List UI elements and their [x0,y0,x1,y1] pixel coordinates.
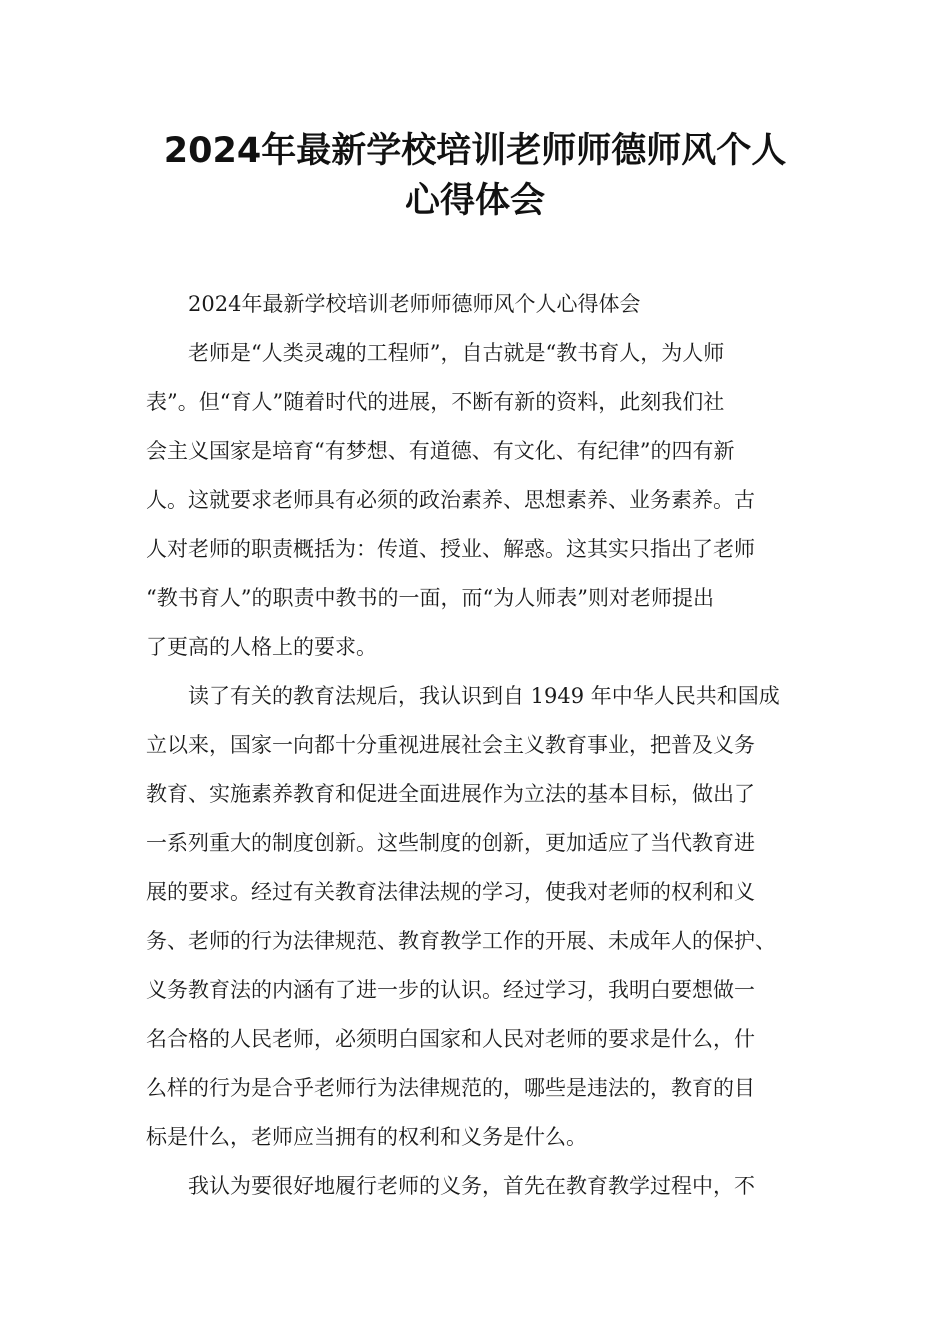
title-line: 2024年最新学校培训老师师德师风个人 [163,131,787,171]
text-line: 立以来，国家一向都十分重视进展社会主义教育事业，把普及义务 [146,733,755,757]
text-line: 表”。但“育人”随着时代的进展，不断有新的资料，此刻我们社 [146,390,725,414]
text-line: 一系列重大的制度创新。这些制度的创新，更加适应了当代教育进 [146,831,755,855]
document-title [100,126,850,226]
text-line: 展的要求。经过有关教育法律法规的学习，使我对老师的权利和义 [146,880,755,904]
text-line: 务、老师的行为法律规范、教育教学工作的开展、未成年人的保护、 [146,929,776,953]
text-line: 读了有关的教育法规后，我认识到自 1949 年中华人民共和国成 [188,684,780,708]
paragraph-1 [146,329,808,672]
text-line: 名合格的人民老师，必须明白国家和人民对老师的要求是什么，什 [146,1027,755,1051]
text-line: 么样的行为是合乎老师行为法律规范的，哪些是违法的，教育的目 [146,1076,755,1100]
text-line: 我认为要很好地履行老师的义务，首先在教育教学过程中，不 [188,1174,755,1198]
paragraph-3 [146,1162,808,1211]
title-line: 心得体会 [404,181,545,221]
subtitle-paragraph [146,280,808,329]
text-line: 标是什么，老师应当拥有的权利和义务是什么。 [146,1125,587,1149]
text-line: 义务教育法的内涵有了进一步的认识。经过学习，我明白要想做一 [146,978,755,1002]
text-line: 了更高的人格上的要求。 [146,635,377,659]
text-line: 会主义国家是培育“有梦想、有道德、有文化、有纪律”的四有新 [146,439,735,463]
text-line: 人。这就要求老师具有必须的政治素养、思想素养、业务素养。古 [146,488,755,512]
text-line: 人对老师的职责概括为：传道、授业、解惑。这其实只指出了老师 [146,537,755,561]
text-line: 教育、实施素养教育和促进全面进展作为立法的基本目标，做出了 [146,782,755,806]
text-line: 老师是“人类灵魂的工程师”，自古就是“教书育人，为人师 [188,341,725,365]
text-line: “教书育人”的职责中教书的一面，而“为人师表”则对老师提出 [146,586,714,610]
paragraph-2 [146,672,808,1162]
document-body [146,280,808,1211]
subtitle-line: 2024年最新学校培训老师师德师风个人心得体会 [188,292,641,316]
